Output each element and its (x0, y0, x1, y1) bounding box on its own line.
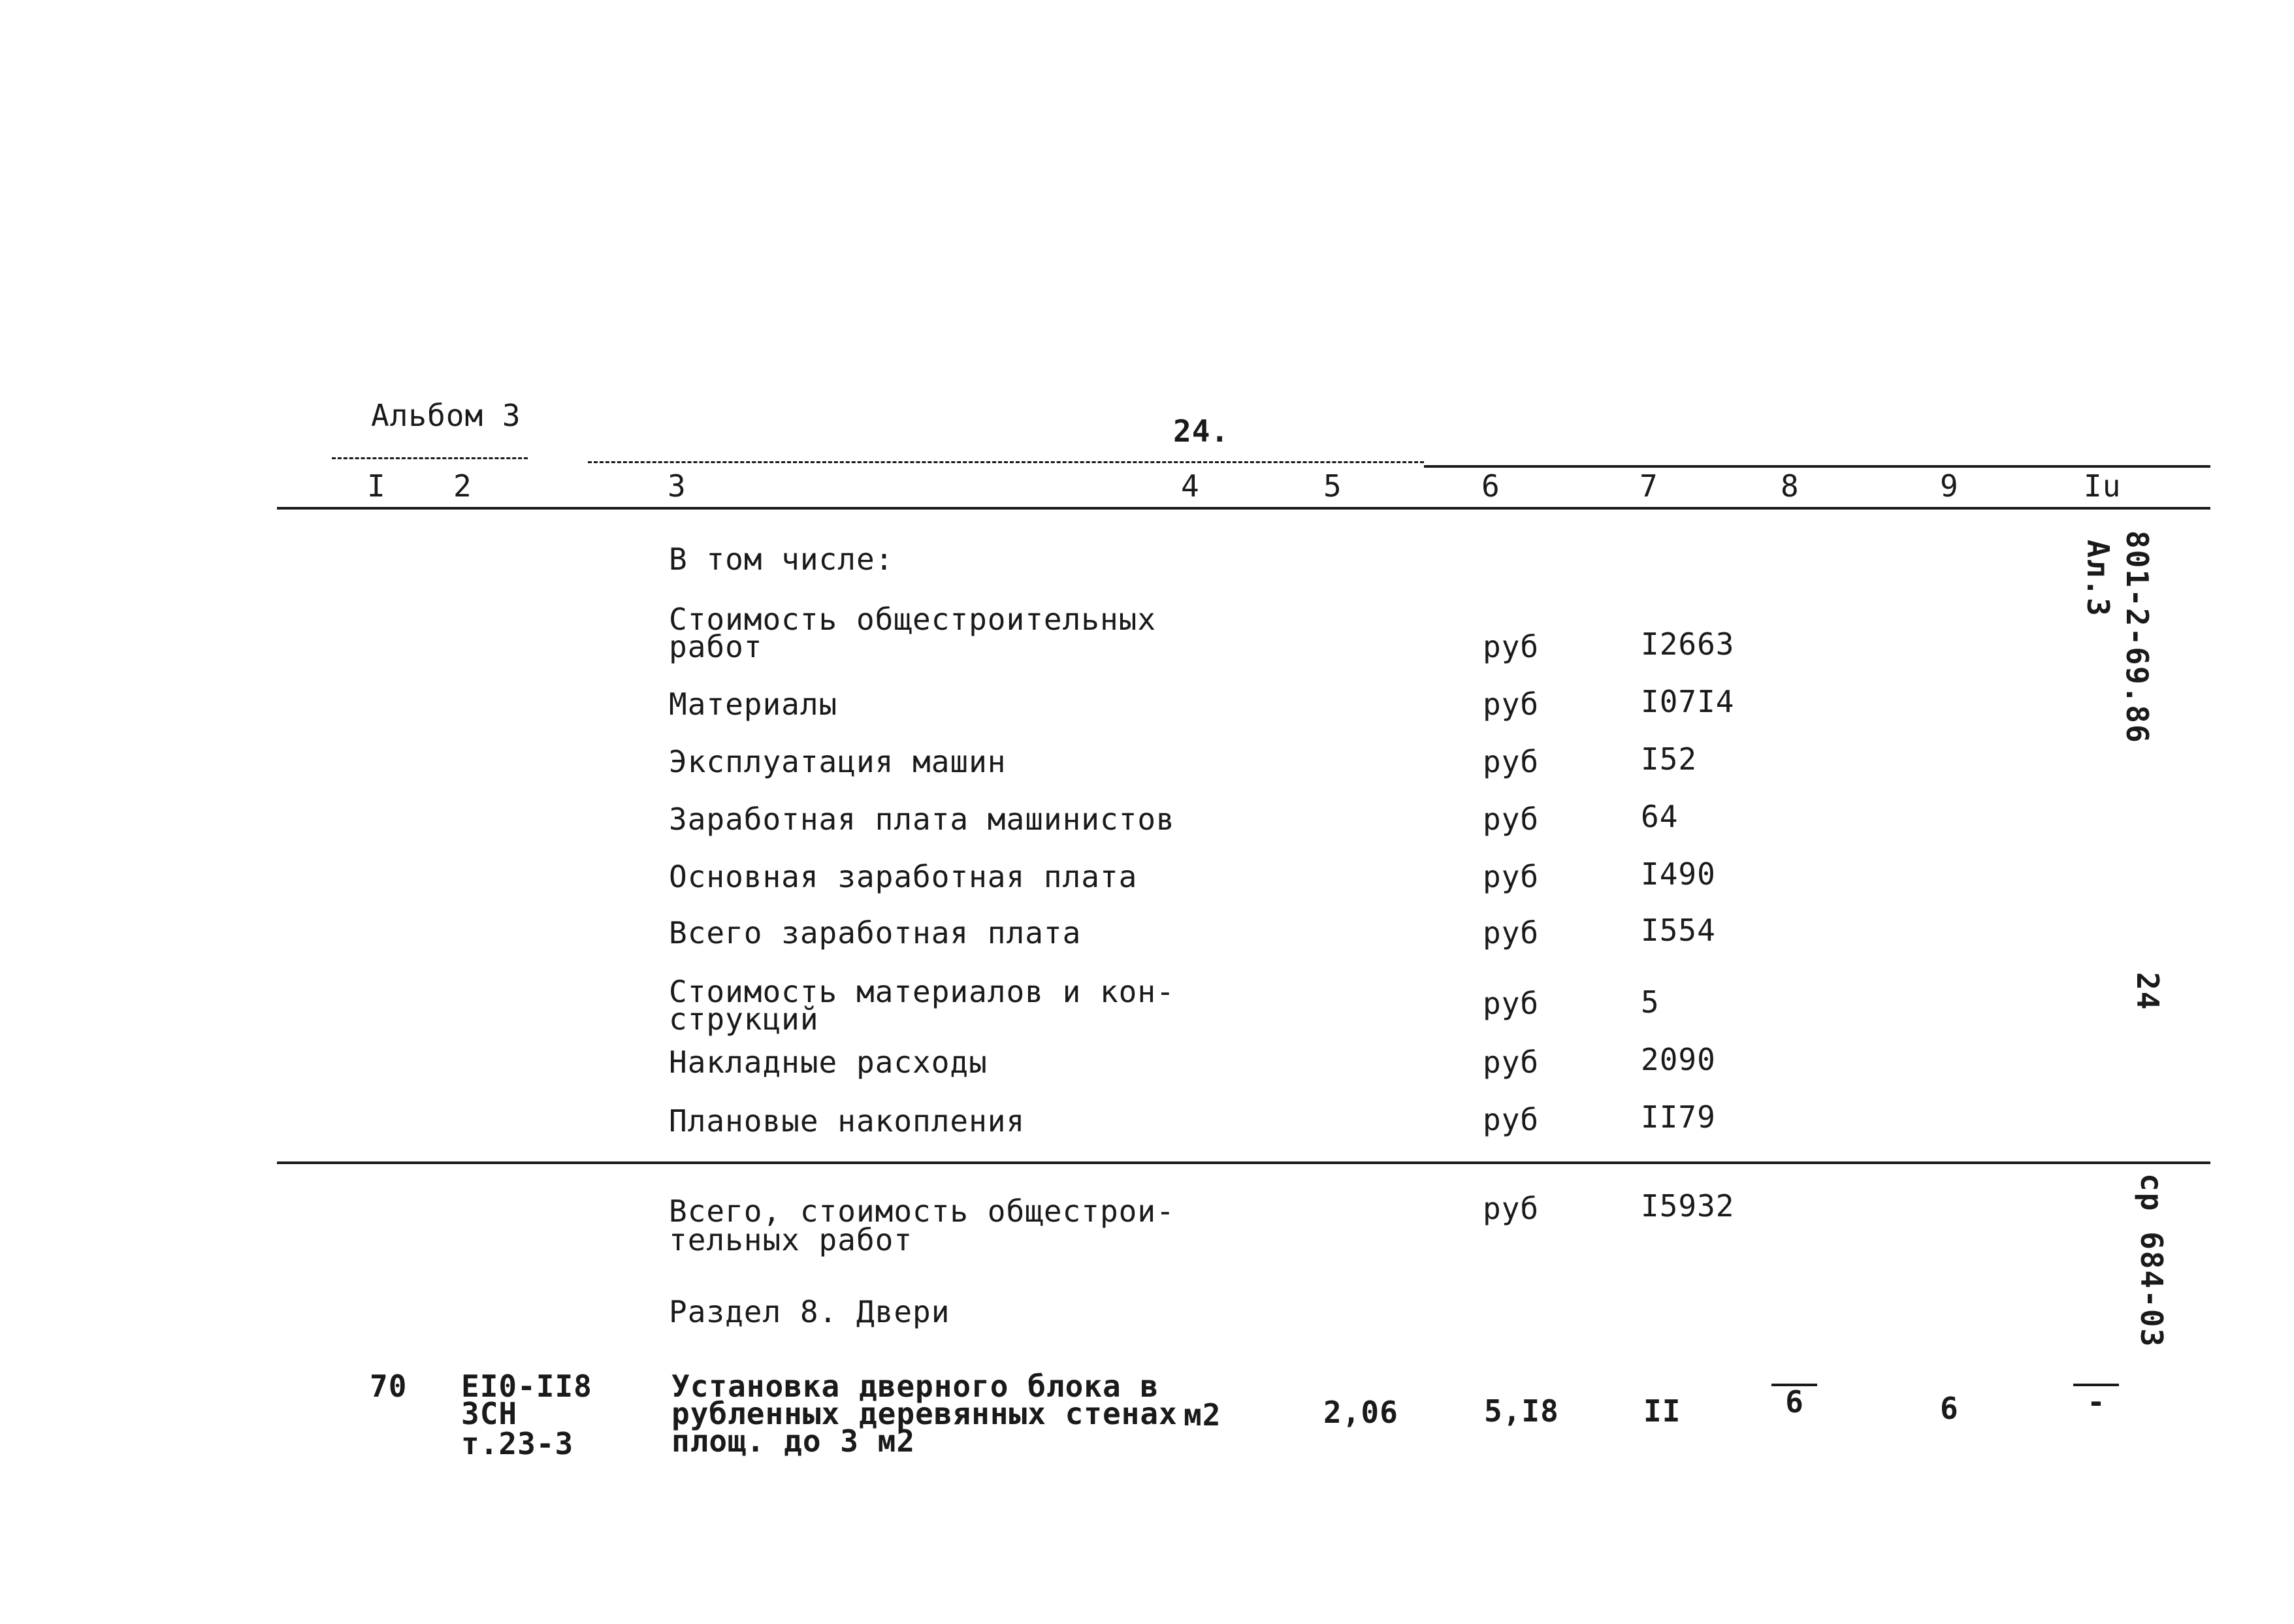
entry-name-cont: рубленных деревянных стенах (671, 1396, 1178, 1431)
entry-code-source: ЗСН (461, 1396, 518, 1431)
entry-name-cont2: площ. до 3 м2 (671, 1423, 916, 1459)
col-header-7: 7 (1640, 468, 1658, 504)
side-note-album: Ал.3 (2080, 540, 2116, 617)
item-unit: руб (1483, 1102, 1540, 1137)
item-name-cont: струкций (669, 1001, 819, 1037)
item-value: I490 (1641, 856, 1716, 892)
item-name: Основная заработная плата (669, 859, 1138, 894)
header-rule-right (1424, 465, 2210, 468)
item-name: Плановые накопления (669, 1103, 1026, 1139)
item-value: I2663 (1641, 626, 1735, 662)
entry-col10-fraction (2067, 1381, 2125, 1418)
total-value: I5932 (1641, 1188, 1735, 1224)
col-header-5: 5 (1323, 468, 1342, 504)
item-value: I554 (1641, 913, 1716, 948)
entry-col8-fraction (1765, 1381, 1824, 1418)
entry-number: 70 (370, 1369, 408, 1404)
item-name: Стоимость материалов и кон- (669, 974, 1175, 1009)
entry-unit: м2 (1184, 1397, 1221, 1433)
entry-total-cost: II (1643, 1393, 1681, 1429)
item-unit: руб (1483, 986, 1540, 1021)
header-dash-left (332, 457, 528, 459)
total-unit: руб (1483, 1191, 1540, 1226)
item-name: Материалы (669, 687, 838, 722)
item-unit: руб (1483, 915, 1540, 950)
header-bottom-rule (277, 507, 2210, 510)
col-header-4: 4 (1181, 468, 1200, 504)
fraction-denominator: 6 (1785, 1384, 1803, 1420)
item-unit: руб (1483, 859, 1540, 894)
col-header-10: Iu (2084, 468, 2122, 504)
item-name: Эксплуатация машин (669, 744, 1007, 779)
item-name: Стоимость общестроительных (669, 602, 1157, 637)
item-name-cont: работ (669, 629, 763, 664)
side-note-reference: ср 684-03 (2134, 1173, 2169, 1348)
item-name: Накладные расходы (669, 1045, 988, 1080)
entry-name: Установка дверного блока в (671, 1369, 1159, 1404)
item-value: I07I4 (1641, 684, 1735, 719)
header-dash-middle (588, 461, 1424, 463)
col-header-2: 2 (453, 468, 472, 504)
item-value: 2090 (1641, 1042, 1716, 1077)
album-label: Альбом 3 (371, 398, 521, 433)
fraction-denominator: - (2087, 1384, 2105, 1420)
item-unit: руб (1483, 802, 1540, 837)
item-value: 5 (1641, 984, 1660, 1020)
side-note-designation: 801-2-69.86 (2120, 530, 2155, 744)
col-header-8: 8 (1781, 468, 1800, 504)
page-number: 24. (1173, 414, 1230, 449)
entry-code: EI0-II8 (461, 1369, 592, 1404)
item-unit: руб (1483, 744, 1540, 779)
col-header-1: I (367, 468, 386, 504)
col-header-3: 3 (668, 468, 687, 504)
total-name: Всего, стоимость общестрои- (669, 1194, 1175, 1229)
section-separator-rule (277, 1161, 2210, 1164)
item-value: II79 (1641, 1099, 1716, 1135)
col-header-9: 9 (1940, 468, 1959, 504)
item-unit: руб (1483, 1045, 1540, 1080)
section-heading: Раздел 8. Двери (669, 1294, 950, 1329)
side-note-page: 24 (2130, 972, 2165, 1011)
entry-unit-cost: 5,I8 (1484, 1393, 1559, 1429)
entry-code-table: т.23-3 (461, 1426, 574, 1461)
item-unit: руб (1483, 629, 1540, 664)
item-value: I52 (1641, 741, 1698, 777)
total-name-cont: тельных работ (669, 1222, 913, 1258)
col-header-6: 6 (1481, 468, 1500, 504)
item-name: Всего заработная плата (669, 915, 1082, 950)
entry-col9-value: 6 (1940, 1391, 1959, 1426)
item-unit: руб (1483, 687, 1540, 722)
entry-quantity: 2,06 (1323, 1395, 1398, 1430)
item-value: 64 (1641, 799, 1679, 834)
intro-label: В том числе: (669, 542, 894, 577)
item-name: Заработная плата машинистов (669, 802, 1175, 837)
